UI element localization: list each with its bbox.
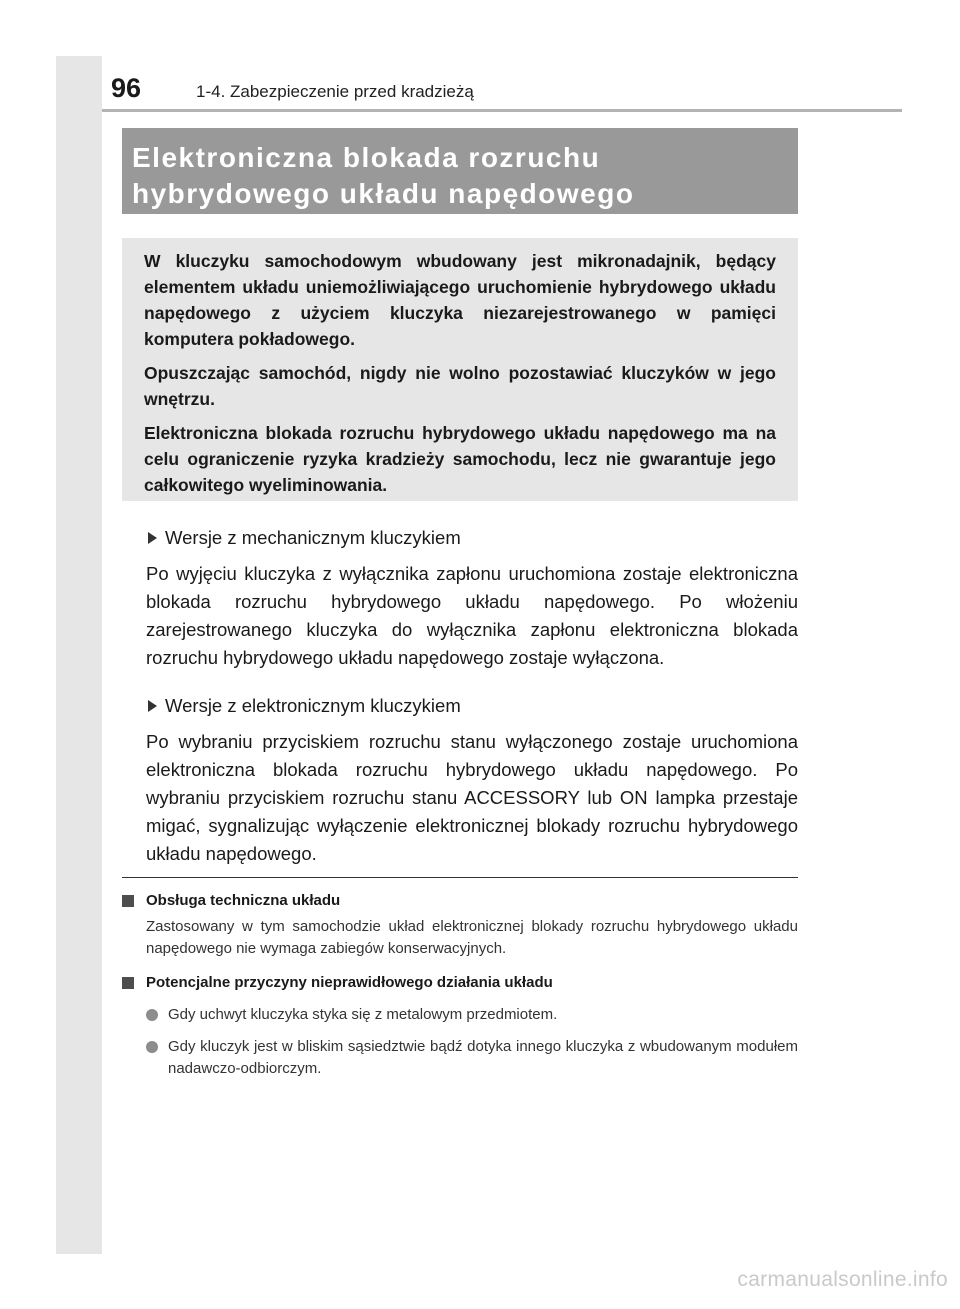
note-heading-text: Potencjalne przyczyny nieprawidłowego działania układu [146, 974, 553, 991]
section-title-line-1: Elektroniczna blokada rozruchu [132, 142, 601, 173]
triangle-bullet-icon [148, 532, 157, 544]
intro-paragraph: Opuszczając samochód, nigdy nie wolno pozostawiać kluczyków w jego wnętrzu. [144, 363, 776, 409]
circle-bullet-icon [146, 1041, 158, 1053]
intro-box [122, 238, 798, 501]
notes [122, 890, 798, 1080]
body-paragraph: Po wyjęciu kluczyka z wyłącznika zapłonu uruchomiona zostaje elektroniczna blokada rozruchu hybrydowego układu napędowego. Po włożeniu zarejestrowanego kluczyka do wyłącznika zapłonu elektroniczna blokada rozruchu hybrydowego układu napędowego zostaje wyłączona. [146, 563, 798, 668]
side-strip [56, 56, 102, 1254]
divider [122, 877, 798, 878]
page-header [102, 68, 902, 112]
note-text: Zastosowany w tym samochodzie układ elektronicznej blokady rozruchu hybrydowego układu napędowego nie wymaga zabiegów konserwacyjnych. [146, 918, 798, 957]
list-item [146, 1036, 798, 1080]
triangle-bullet-icon [148, 700, 157, 712]
circle-bullet-icon [146, 1009, 158, 1021]
section-title [122, 128, 798, 214]
subheading [146, 524, 798, 552]
subheading-text: Wersje z elektronicznym kluczykiem [165, 695, 461, 716]
watermark: carmanualsonline.info [737, 1268, 948, 1291]
list-item-text: Gdy kluczyk jest w bliskim sąsiedztwie bądź dotyka innego kluczyka z wbudowanym modułem nadawczo-odbiorczym. [168, 1038, 798, 1077]
section-mechanical-key [146, 524, 798, 672]
list-item [146, 1004, 798, 1026]
square-bullet-icon [122, 895, 134, 907]
running-title: 1-4. Zabezpieczenie przed kradzieżą [196, 82, 474, 101]
section-electronic-key [146, 692, 798, 868]
list-item-text: Gdy uchwyt kluczyka styka się z metalowym przedmiotem. [168, 1006, 558, 1023]
note-heading [122, 972, 798, 994]
note-heading-text: Obsługa techniczna układu [146, 892, 341, 909]
subheading-text: Wersje z mechanicznym kluczykiem [165, 527, 461, 548]
intro-paragraph: Elektroniczna blokada rozruchu hybrydowego układu napędowego ma na celu ograniczenie ryzyka kradzieży samochodu, lecz nie gwarantuje jego całkowitego wyeliminowania. [144, 423, 776, 495]
note-heading [122, 890, 798, 912]
body-paragraph: Po wybraniu przyciskiem rozruchu stanu wyłączonego zostaje uruchomiona elektroniczna blokada rozruchu hybrydowego układu napędowego. Po wybraniu przyciskiem rozruchu stanu ACCESSORY lub ON lampka przestaje migać, sygnalizując wyłączenie elektronicznej blokady rozruchu hybrydowego układu napędowego. [146, 731, 798, 864]
square-bullet-icon [122, 977, 134, 989]
intro-paragraph: W kluczyku samochodowym wbudowany jest mikronadajnik, będący elementem układu uniemożliwiającego uruchomienie hybrydowego układu napędowego z użyciem kluczyka niezarejestrowanego w pamięci komputera pokładowego. [144, 251, 776, 349]
page-number: 96 [111, 73, 142, 103]
section-title-line-2: hybrydowego układu napędowego [132, 178, 635, 209]
subheading [146, 692, 798, 720]
